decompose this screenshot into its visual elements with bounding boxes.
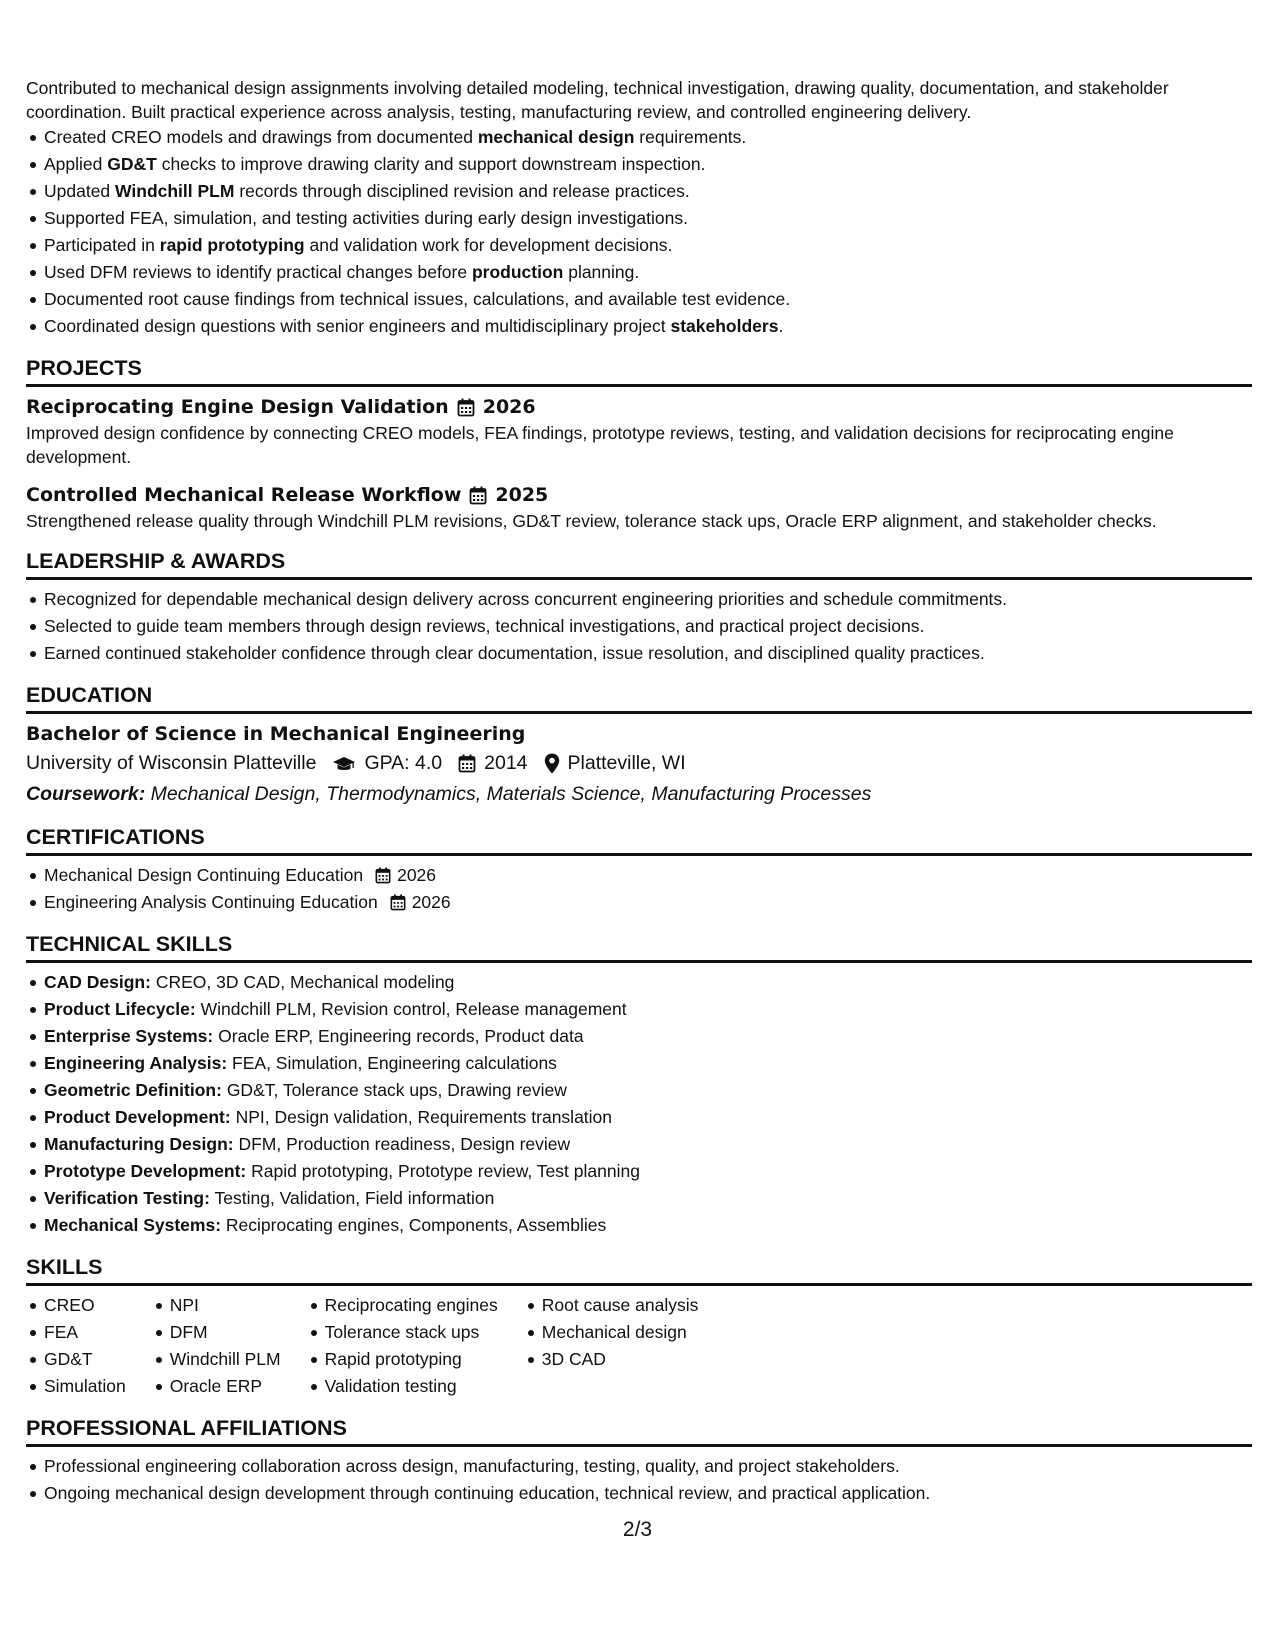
list-item: Rapid prototyping	[325, 1346, 498, 1373]
list-item: DFM	[170, 1319, 281, 1346]
calendar-icon	[390, 894, 406, 911]
list-item: Supported FEA, simulation, and testing activities during early design investigations.	[44, 205, 1252, 232]
technical-skills-section	[26, 930, 1252, 1239]
certifications-section	[26, 823, 1252, 916]
list-item	[44, 862, 1252, 889]
list-item: Product Development: NPI, Design validation, Requirements translation	[44, 1104, 1252, 1131]
skills-column	[152, 1292, 281, 1400]
skills-column	[524, 1292, 699, 1400]
list-item: Engineering Analysis: FEA, Simulation, Engineering calculations	[44, 1050, 1252, 1077]
project-entry	[26, 393, 1252, 469]
graduation-year: 2014	[484, 752, 528, 774]
list-item: Mechanical design	[542, 1319, 699, 1346]
coursework-label: Coursework:	[26, 783, 146, 805]
experience-bullets	[26, 124, 1252, 340]
list-item: Mechanical Systems: Reciprocating engines, Components, Assemblies	[44, 1212, 1252, 1239]
project-year: 2026	[482, 396, 536, 418]
affiliations-section	[26, 1414, 1252, 1507]
list-item: FEA	[44, 1319, 126, 1346]
skills-section	[26, 1253, 1252, 1400]
list-item: Geometric Definition: GD&T, Tolerance stack ups, Drawing review	[44, 1077, 1252, 1104]
list-item: Updated Windchill PLM records through disciplined revision and release practices.	[44, 178, 1252, 205]
list-item: Manufacturing Design: DFM, Production readiness, Design review	[44, 1131, 1252, 1158]
list-item: Enterprise Systems: Oracle ERP, Engineering records, Product data	[44, 1023, 1252, 1050]
coursework	[26, 779, 1252, 809]
list-item: Validation testing	[325, 1373, 498, 1400]
list-item: Used DFM reviews to identify practical changes before production planning.	[44, 259, 1252, 286]
education-section	[26, 681, 1252, 809]
list-item: Ongoing mechanical design development through continuing education, technical review, and practical application.	[44, 1480, 1252, 1507]
calendar-icon	[458, 754, 476, 773]
list-item: Oracle ERP	[170, 1373, 281, 1400]
list-item: Participated in rapid prototyping and validation work for development decisions.	[44, 232, 1252, 259]
section-title: CERTIFICATIONS	[26, 823, 1252, 856]
list-item: Tolerance stack ups	[325, 1319, 498, 1346]
list-item: Root cause analysis	[542, 1292, 699, 1319]
list-item: Reciprocating engines	[325, 1292, 498, 1319]
section-title: LEADERSHIP & AWARDS	[26, 547, 1252, 580]
list-item: Product Lifecycle: Windchill PLM, Revision control, Release management	[44, 996, 1252, 1023]
section-title: TECHNICAL SKILLS	[26, 930, 1252, 963]
map-pin-icon	[544, 753, 560, 774]
list-item: Windchill PLM	[170, 1346, 281, 1373]
project-description: Improved design confidence by connecting CREO models, FEA findings, prototype reviews, testing, and validation decisions for reciprocating engine development.	[26, 423, 1174, 467]
list-item: Applied GD&T checks to improve drawing clarity and support downstream inspection.	[44, 151, 1252, 178]
list-item: Professional engineering collaboration across design, manufacturing, testing, quality, and project stakeholders.	[44, 1453, 1252, 1480]
school-location: Platteville, WI	[567, 752, 686, 774]
project-year: 2025	[495, 484, 549, 506]
graduation-cap-icon	[332, 755, 356, 773]
skills-column	[307, 1292, 498, 1400]
calendar-icon	[469, 486, 487, 505]
degree-name: Bachelor of Science in Mechanical Engineering	[26, 723, 526, 745]
project-entry	[26, 481, 1252, 533]
experience-summary: Contributed to mechanical design assignments involving detailed modeling, technical investigation, drawing quality, documentation, and stakeholder coordination. Built practical experience across analysis, testing, manufacturing review, and controlled engineering delivery.	[26, 78, 1169, 122]
resume-page	[26, 76, 1252, 1507]
list-item: Coordinated design questions with senior engineers and multidisciplinary project stakeholders.	[44, 313, 1252, 340]
project-name: Reciprocating Engine Design Validation	[26, 396, 449, 418]
list-item: Documented root cause findings from technical issues, calculations, and available test evidence.	[44, 286, 1252, 313]
education-details	[26, 748, 1252, 779]
certification-year: 2026	[397, 865, 437, 885]
calendar-icon	[375, 867, 391, 884]
section-title: PROJECTS	[26, 354, 1252, 387]
list-item: Simulation	[44, 1373, 126, 1400]
list-item: CREO	[44, 1292, 126, 1319]
section-title: EDUCATION	[26, 681, 1252, 714]
certification-name: Engineering Analysis Continuing Education	[44, 892, 378, 912]
calendar-icon	[457, 398, 475, 417]
list-item: Prototype Development: Rapid prototyping, Prototype review, Test planning	[44, 1158, 1252, 1185]
list-item: GD&T	[44, 1346, 126, 1373]
gpa: GPA: 4.0	[364, 752, 443, 774]
school-name: University of Wisconsin Platteville	[26, 752, 317, 774]
list-item: Selected to guide team members through design reviews, technical investigations, and practical project decisions.	[44, 613, 1252, 640]
skills-grid	[26, 1292, 1252, 1400]
page-number: 2/3	[622, 1518, 653, 1541]
project-description: Strengthened release quality through Windchill PLM revisions, GD&T review, tolerance stack ups, Oracle ERP alignment, and stakeholder checks.	[26, 511, 1157, 531]
list-item: Created CREO models and drawings from documented mechanical design requirements.	[44, 124, 1252, 151]
section-title: SKILLS	[26, 1253, 1252, 1286]
list-item	[44, 889, 1252, 916]
list-item: Recognized for dependable mechanical design delivery across concurrent engineering priorities and schedule commitments.	[44, 586, 1252, 613]
list-item: Verification Testing: Testing, Validation, Field information	[44, 1185, 1252, 1212]
skills-column	[26, 1292, 126, 1400]
projects-section	[26, 354, 1252, 533]
project-name: Controlled Mechanical Release Workflow	[26, 484, 462, 506]
section-title: PROFESSIONAL AFFILIATIONS	[26, 1414, 1252, 1447]
certification-name: Mechanical Design Continuing Education	[44, 865, 364, 885]
certification-year: 2026	[411, 892, 451, 912]
list-item: Earned continued stakeholder confidence through clear documentation, issue resolution, and disciplined quality practices.	[44, 640, 1252, 667]
list-item: NPI	[170, 1292, 281, 1319]
list-item: 3D CAD	[542, 1346, 699, 1373]
coursework-list: Mechanical Design, Thermodynamics, Materials Science, Manufacturing Processes	[150, 783, 872, 805]
leadership-section	[26, 547, 1252, 667]
list-item: CAD Design: CREO, 3D CAD, Mechanical modeling	[44, 969, 1252, 996]
